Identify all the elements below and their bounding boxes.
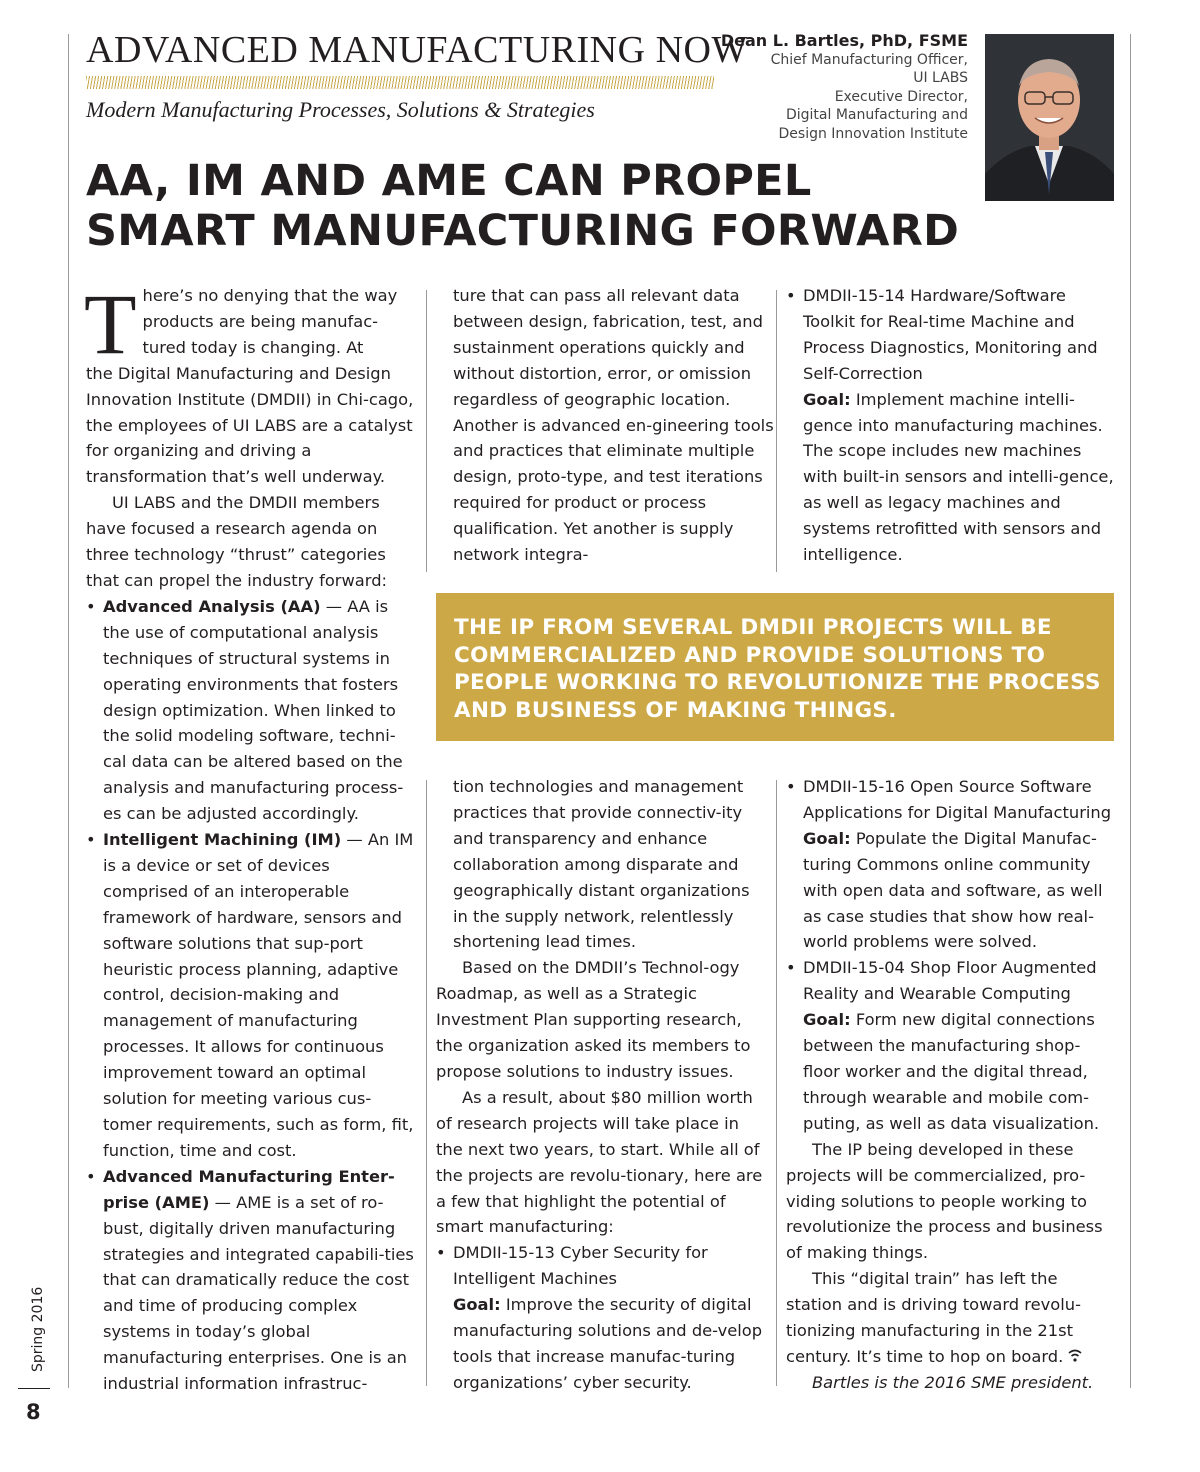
author-title-line: Digital Manufacturing and bbox=[785, 107, 968, 123]
issue-text: Spring 2016 bbox=[30, 1286, 46, 1372]
intro-line: here’s no denying that the way bbox=[142, 286, 398, 305]
project-item: • DMDII-15-04 Shop Floor Augmented Reality and Wearable Computing bbox=[786, 958, 1097, 1004]
project-goal bbox=[786, 387, 1116, 568]
column-1 bbox=[84, 276, 416, 1397]
project-goal bbox=[436, 1292, 766, 1396]
bullet-text: — AME is a set of ro-bust, digitally driven manufacturing strategies and integrated capabili-ties that can dramatically reduce the cost and time of producing complex systems in today’s global manufacturing enterprises. One is an industrial information infrastruc- bbox=[103, 1192, 414, 1394]
portrait-illustration bbox=[985, 34, 1114, 201]
project-title: DMDII-15-04 Shop Floor Augmented Reality and Wearable Computing bbox=[803, 958, 1097, 1004]
project-item: • DMDII-15-16 Open Source Software Applications for Digital Manufacturing bbox=[786, 777, 1112, 822]
intro-paragraph: the Digital Manufacturing and Design Innovation Institute (DMDII) in Chi-cago, the employees of UI LABS are a catalyst for organizing and driving a transformation that’s well underway. bbox=[86, 363, 414, 487]
body-paragraph: UI LABS and the DMDII members have focused a research agenda on three technology “thrust” categories that can propel the industry forward: bbox=[86, 493, 388, 590]
bullet-im: • Intelligent Machining (IM) — An IM is a device or set of devices comprised of an interoperable framework of hardware, sensors and software solutions that sup-port heuristic process planning, adaptive control, decision-making and management of manufacturing processes. It allows for continuous improvement toward an optimal solution for meeting various cus-tomer requirements, such as form, fit, function, time and cost. bbox=[86, 830, 414, 1160]
project-title: DMDII-15-13 Cyber Security for Intelligent Machines bbox=[453, 1243, 708, 1289]
author-title-line: Design Innovation Institute bbox=[778, 125, 968, 142]
project-item: • DMDII-15-13 Cyber Security for Intelligent Machines bbox=[436, 1243, 708, 1289]
closing-paragraph bbox=[786, 1266, 1116, 1370]
department-masthead: ADVANCED MANUFACTURING NOW bbox=[86, 29, 748, 71]
column-3-bottom bbox=[786, 774, 1116, 1396]
goal-label: Goal: bbox=[803, 828, 851, 848]
author-title-line: Chief Manufacturing Officer, bbox=[770, 51, 968, 68]
body-paragraph: ture that can pass all relevant data between design, fabrication, test, and sustainment operations quickly and without distortion, error, or omission regardless of geographic location. Another is advanced en-gineering tools and practices that eliminate multiple design, proto-type, and test iterations required for product or process qualification. Yet another is supply network integra- bbox=[453, 286, 774, 565]
pull-quote-text: THE IP FROM SEVERAL DMDII PROJECTS WILL BE COMMERCIALIZED AND PROVIDE SOLUTIONS TO PEOPLE WORKING TO REVOLUTIONIZE THE PROCESS AND BUSINESS OF MAKING THINGS. bbox=[454, 615, 1101, 723]
goal-text: Populate the Digital Manufac-turing Commons online community with open data and software, as well as case studies that show how real-world problems were solved. bbox=[803, 828, 1103, 952]
end-mark-icon bbox=[1068, 1349, 1082, 1363]
column-rule-1-top bbox=[426, 290, 427, 572]
author-title-line: UI LABS bbox=[913, 70, 968, 86]
department-tagline: Modern Manufacturing Processes, Solutions & Strategies bbox=[86, 97, 595, 122]
intro-line: tured today is changing. At bbox=[142, 337, 364, 357]
body-paragraph: The IP being developed in these projects will be commercialized, pro-viding solutions to people working to revolutionize the process and business of making things. bbox=[786, 1139, 1103, 1263]
column-rule-2-bottom bbox=[776, 780, 777, 1386]
page-number: 8 bbox=[26, 1400, 41, 1424]
goal-label: Goal: bbox=[803, 389, 851, 409]
author-name: Dean L. Bartles, PhD, FSME bbox=[720, 31, 968, 50]
column-2-top bbox=[436, 283, 781, 568]
page-number-rule bbox=[18, 1388, 50, 1389]
drop-cap: T bbox=[84, 276, 137, 372]
goal-label: Goal: bbox=[453, 1295, 501, 1315]
right-frame-rule bbox=[1130, 34, 1131, 1388]
project-goal bbox=[786, 1007, 1116, 1137]
body-paragraph: As a result, about $80 million worth of research projects will take place in the next two years, to start. While all of the projects are revolu-tionary, here are a few that highlight the potential of smart manufacturing: bbox=[436, 1087, 763, 1237]
author-block bbox=[721, 32, 968, 143]
goal-text: Improve the security of digital manufacturing solutions and de-velop tools that increase manufac-turing organizations’ cyber security. bbox=[453, 1295, 763, 1392]
bullet-aa: • Advanced Analysis (AA) — AA is the use of computational analysis techniques of structural systems in operating environments that fosters design optimization. When linked to the solid modeling software, techni-cal data can be altered based on the analysis and manufacturing process-es can be adjusted accordingly. bbox=[86, 596, 404, 824]
column-rule-1-bottom bbox=[426, 780, 427, 1386]
author-portrait bbox=[985, 34, 1114, 201]
body-paragraph: tion technologies and management practices that provide connectiv-ity and transparency and enhance collaboration among disparate and geographically distant organizations in the supply network, relentlessly shortening lead times. bbox=[453, 777, 750, 952]
issue-label bbox=[14, 1280, 54, 1375]
closing-text: This “digital train” has left the station and is driving toward revolu-tionizing manufacturing in the 21st century. It’s time to hop on board. bbox=[786, 1269, 1081, 1366]
column-3-top bbox=[786, 283, 1116, 568]
intro-line: products are being manufac- bbox=[142, 311, 379, 331]
gold-hatch-rule bbox=[86, 76, 714, 89]
author-signoff: Bartles is the 2016 SME president. bbox=[812, 1372, 1094, 1392]
headline-line: AA, IM AND AME CAN PROPEL bbox=[86, 156, 812, 206]
headline-line: SMART MANUFACTURING FORWARD bbox=[86, 206, 960, 256]
column-2-bottom bbox=[436, 774, 766, 1396]
body-paragraph: Based on the DMDII’s Technol-ogy Roadmap, as well as a Strategic Investment Plan supporting research, the organization asked its members to propose solutions to industry issues. bbox=[436, 958, 751, 1081]
bullet-heading: Advanced Manufacturing Enter-prise (AME) bbox=[103, 1166, 395, 1212]
left-frame-rule bbox=[68, 34, 69, 1388]
project-item: • DMDII-15-14 Hardware/Software Toolkit for Real-time Machine and Process Diagnostics, Monitoring and Self-Correction bbox=[786, 286, 1098, 383]
project-title: DMDII-15-14 Hardware/Software Toolkit for Real-time Machine and Process Diagnostics, Monitoring and Self-Correction bbox=[803, 286, 1098, 383]
bullet-text: — An IM is a device or set of devices comprised of an interoperable framework of hardware, sensors and software solutions that sup-port heuristic process planning, adaptive control, decision-making and management of manufacturing processes. It allows for continuous improvement toward an optimal solution for meeting various cus-tomer requirements, such as form, fit, function, time and cost. bbox=[103, 830, 414, 1160]
author-title-line: Executive Director, bbox=[834, 88, 968, 105]
goal-text: Implement machine intelli-gence into manufacturing machines. The scope includes new machines with built-in sensors and intelli-gence, as well as legacy machines and systems retrofitted with sensors and intelligence. bbox=[803, 389, 1114, 565]
article-headline bbox=[86, 156, 986, 256]
project-goal bbox=[786, 826, 1116, 956]
bullet-text: — AA is the use of computational analysis techniques of structural systems in operating environments that fosters design optimization. When linked to the solid modeling software, techni-cal data can be altered based on the analysis and manufacturing process-es can be adjusted accordingly. bbox=[103, 596, 404, 824]
bullet-ame: • Advanced Manufacturing Enter-prise (AME) — AME is a set of ro-bust, digitally driven manufacturing strategies and integrated capabili-ties that can dramatically reduce the cost and time of producing complex systems in today’s global manufacturing enterprises. One is an industrial information infrastruc- bbox=[86, 1166, 414, 1394]
bullet-heading: Intelligent Machining (IM) bbox=[103, 830, 342, 850]
bullet-heading: Advanced Analysis (AA) bbox=[103, 596, 321, 616]
goal-text: Form new digital connections between the manufacturing shop-floor worker and the digital thread, through wearable and mobile com-puting, as well as data visualization. bbox=[803, 1010, 1100, 1133]
project-title: DMDII-15-16 Open Source Software Applications for Digital Manufacturing bbox=[803, 777, 1112, 822]
goal-label: Goal: bbox=[803, 1010, 851, 1030]
